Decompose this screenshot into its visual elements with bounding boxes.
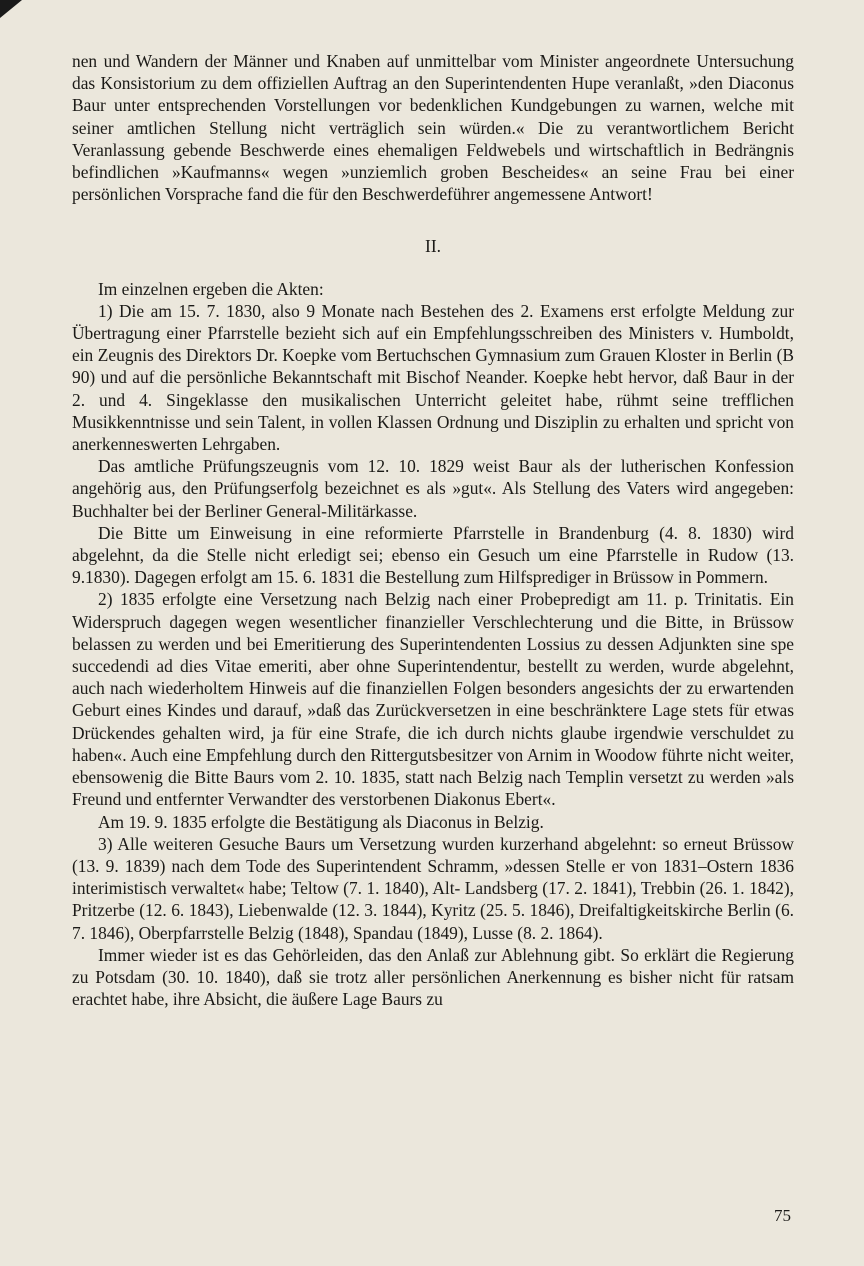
paragraph-confirmation-belzig: Am 19. 9. 1835 erfolgte die Bestätigung als Diaconus in Belzig. (98, 811, 544, 832)
page-number: 75 (774, 1206, 791, 1225)
scan-corner-shadow (0, 0, 22, 18)
body-text (72, 50, 794, 1010)
paragraph-item-2: 2) 1835 erfolgte eine Versetzung nach Belzig nach einer Probepredigt am 11. p. Trinitatis. Ein Widerspruch dagegen wegen wesentlicher finanzieller Verschlechterung und die Bitte, in Brüssow belassen zu werden und bei Emeritierung des Superintendenten Lossius zu dessen Adjunkten sine spe succedendi ad dies Vitae emeriti, aber ohne Superintendentur, bestellt zu werden, wurde abgelehnt, auch nach wiederholtem Hinweis auf die finanziellen Folgen besonders angesichts der zu erwartenden Geburt eines Kindes und darauf, »daß das Zurückversetzen in eine beschränktere Lage stets für etwas Drückendes gehalten wird, ja für eine Strafe, die ich durch nichts glaube irgendwie verschuldet zu haben«. Auch eine Empfehlung durch den Rittergutsbesitzer von Arnim in Woodow führte nicht weiter, ebensowenig die Bitte Baurs vom 2. 10. 1835, statt nach Belzig nach Templin versetzt zu werden »als Freund und entfernter Verwandter des verstorbenen Diakonus Ebert«. (72, 589, 794, 810)
section-heading: II. (425, 236, 441, 257)
paragraph-intro: Im einzelnen ergeben die Akten: (98, 278, 324, 299)
paragraph-item-1: 1) Die am 15. 7. 1830, also 9 Monate nach Bestehen des 2. Examens erst erfolgte Meldung zur Übertragung einer Pfarrstelle bezieht sich auf ein Empfehlungsschreiben des Ministers v. Humboldt, ein Zeugnis des Direktors Dr. Koepke vom Bertuchschen Gymnasium zum Grauen Kloster in Berlin (B 90) und auf die persönliche Bekanntschaft mit Bischof Neander. Koepke hebt hervor, daß Baur in der 2. und 4. Singeklasse den musikalischen Unterricht geleitet habe, rühmt seine trefflichen Musikkenntnisse und sein Talent, in vollen Klassen Ordnung und Disziplin zu erhalten und spricht von anerkenneswerten Lehrgaben. (72, 300, 794, 455)
paragraph-request-brandenburg: Die Bitte um Einweisung in eine reformierte Pfarrstelle in Brandenburg (4. 8. 1830) wird abgelehnt, da die Stelle nicht erledigt sei; ebenso ein Gesuch um eine Pfarrstelle in Rudow (13. 9.1830). Dagegen erfolgt am 15. 6. 1831 die Bestellung zum Hilfsprediger in Brüssow in Pommern. (72, 522, 794, 588)
paragraph-hearing-impairment: Immer wieder ist es das Gehörleiden, das den Anlaß zur Ablehnung gibt. So erklärt die Regierung zu Potsdam (30. 10. 1840), daß sie trotz aller persönlichen Anerkennung es bisher nicht für ratsam erachtet habe, ihre Absicht, die äußere Lage Baurs zu (72, 944, 794, 1010)
paragraph-item-3: 3) Alle weiteren Gesuche Baurs um Versetzung wurden kurzerhand abgelehnt: so erneut Brüssow (13. 9. 1839) nach dem Tode des Superintendent Schramm, »dessen Stelle er von 1831–Ostern 1836 interimistisch verwaltet« habe; Teltow (7. 1. 1840), Alt- Landsberg (17. 2. 1841), Trebbin (26. 1. 1842), Pritzerbe (12. 6. 1843), Liebenwalde (12. 3. 1844), Kyritz (25. 5. 1846), Dreifaltigkeitskirche Berlin (6. 7. 1846), Oberpfarrstelle Belzig (1848), Spandau (1849), Lusse (8. 2. 1864). (72, 833, 794, 943)
paragraph-continuation: nen und Wandern der Männer und Knaben auf unmittelbar vom Minister angeordnete Untersuchung das Konsistorium zu dem offiziellen Auftrag an den Superintendenten Hupe veranlaßt, »den Diaconus Baur unter entsprechenden Vorstellungen vor bedenklichen Kundgebungen zu warnen, welche mit seiner amtlichen Stellung nicht verträglich sein würden.« Die zu verantwortlichem Bericht Veranlassung gebende Beschwerde eines ehemaligen Feldwebels und wirtschaftlich in Bedrängnis befindlichen »Kaufmanns« wegen »unziemlich groben Bescheides« an seine Frau bei einer persönlichen Vorsprache fand die für den Beschwerdeführer angemessene Antwort! (72, 51, 794, 205)
paragraph-exam-certificate: Das amtliche Prüfungszeugnis vom 12. 10. 1829 weist Baur als der lutherischen Konfession angehörig aus, den Prüfungserfolg bezeichnet es als »gut«. Als Stellung des Vaters wird angegeben: Buchhalter bei der Berliner General-Militärkasse. (72, 456, 794, 521)
